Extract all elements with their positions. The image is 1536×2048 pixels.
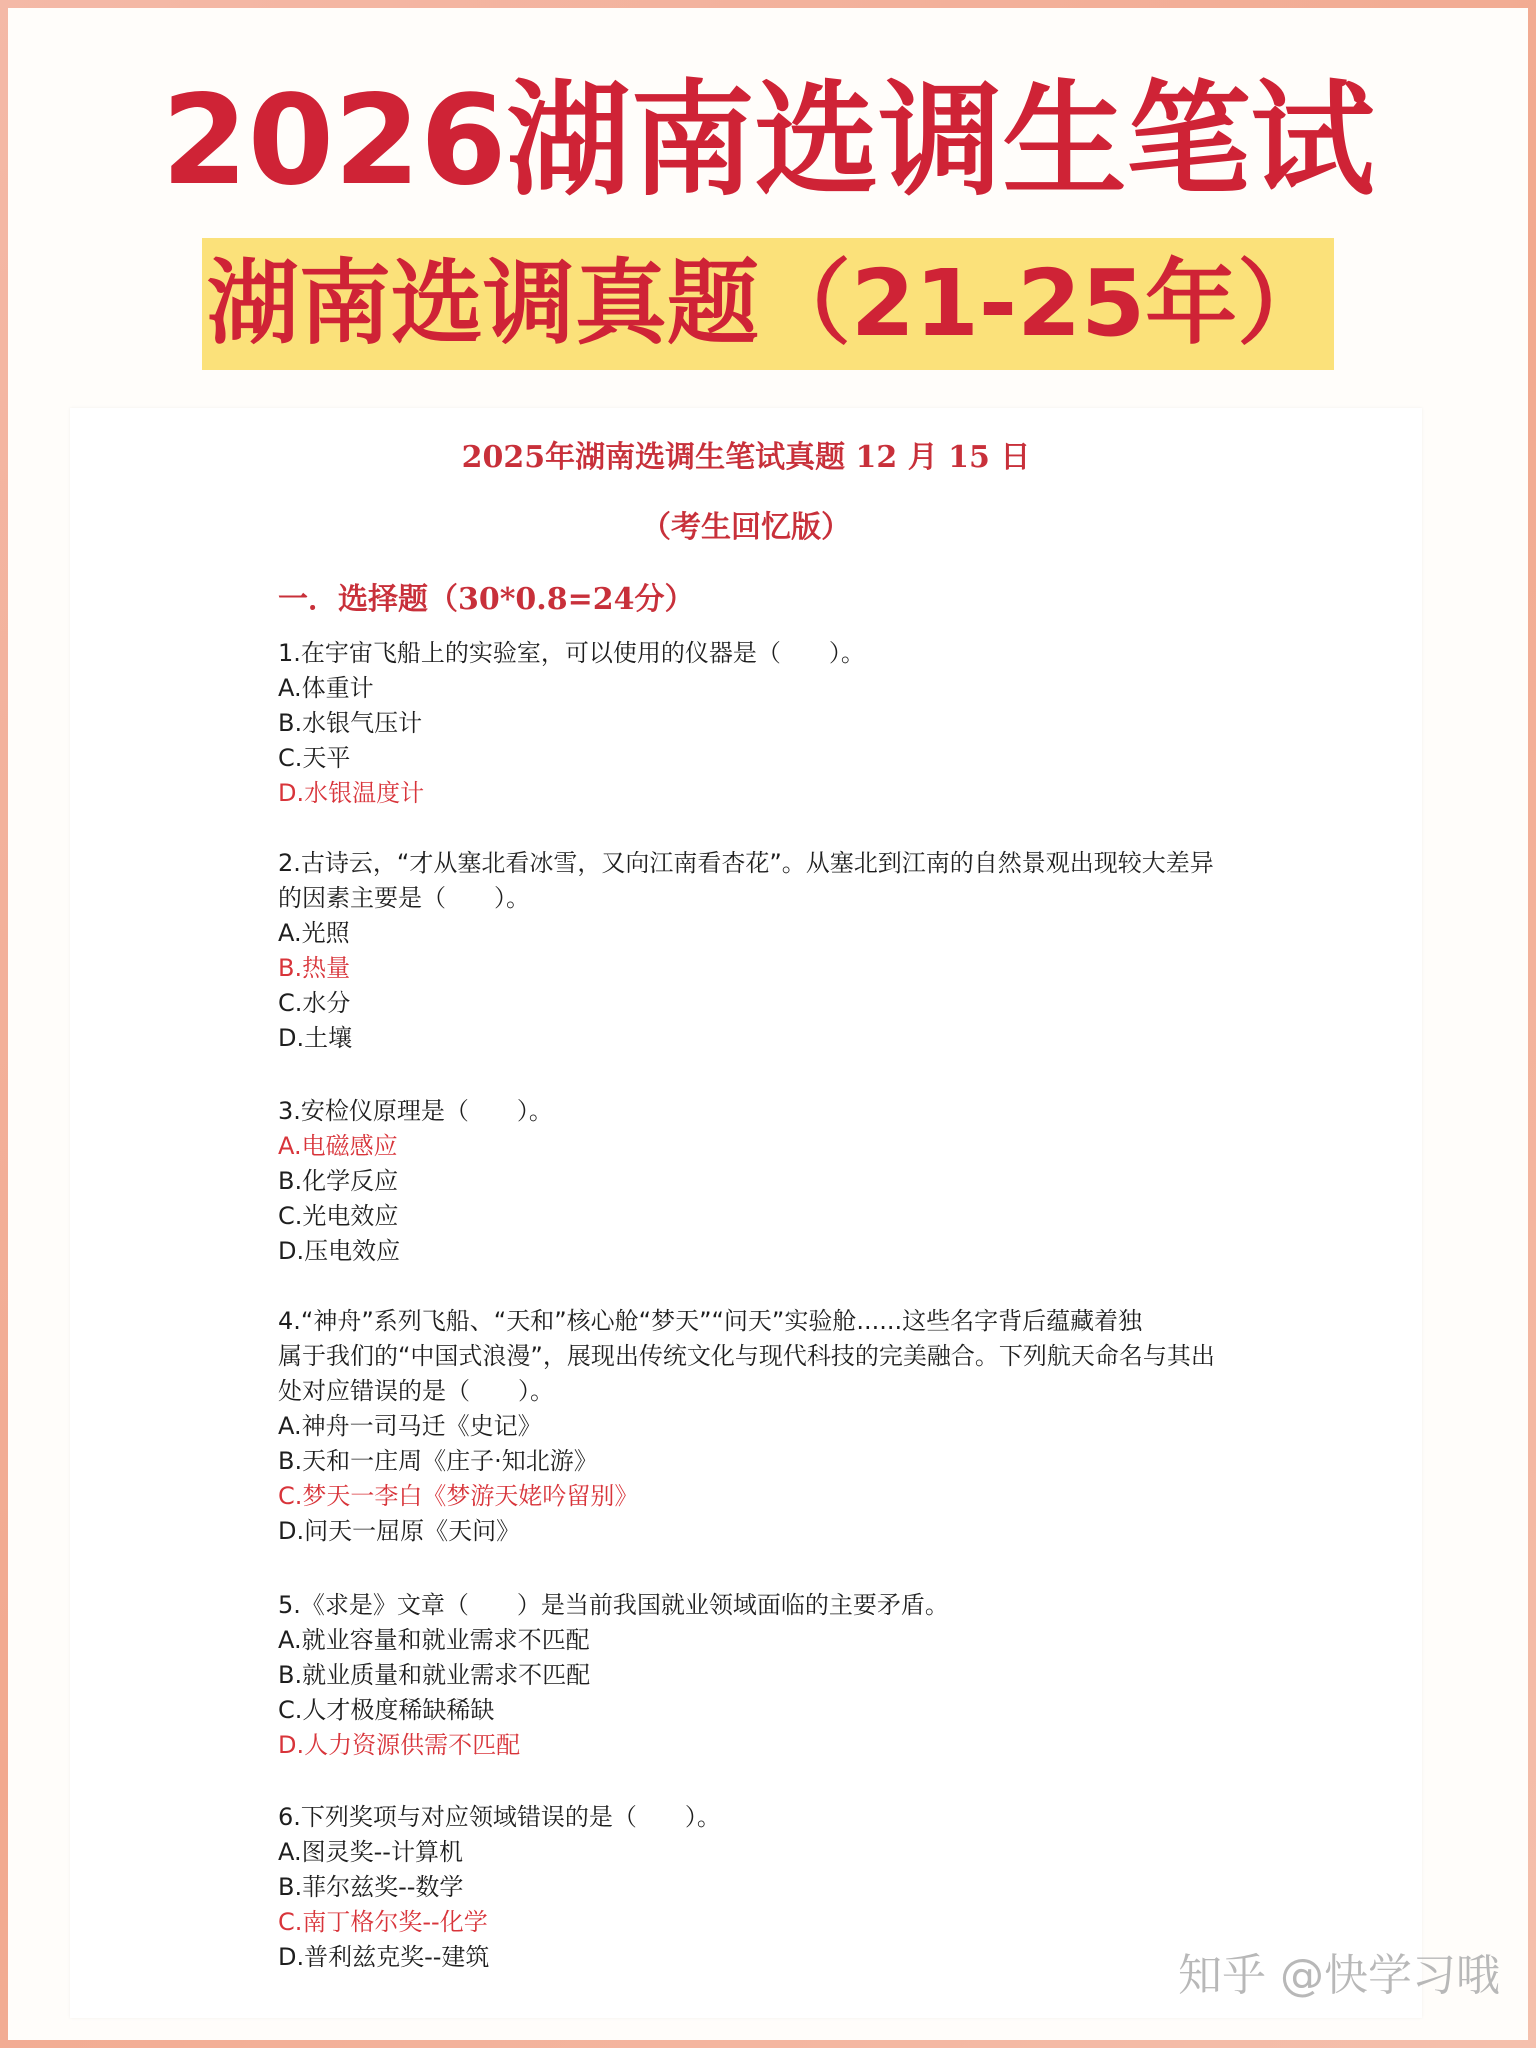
poster-frame bbox=[8, 8, 1528, 2040]
option-b: B.天和一庄周《庄子·知北游》 bbox=[278, 1447, 598, 1475]
option-a: A.图灵奖--计算机 bbox=[278, 1838, 463, 1866]
question-5 bbox=[278, 1588, 1278, 1763]
option-a: A.就业容量和就业需求不匹配 bbox=[278, 1626, 590, 1654]
question-stem: 3.安检仪原理是（ ）。 bbox=[278, 1097, 553, 1125]
option-b: B.化学反应 bbox=[278, 1167, 399, 1195]
option-c: C.天平 bbox=[278, 744, 351, 772]
exam-title: 2025年湖南选调生笔试真题 12 月 15 日 bbox=[461, 440, 1031, 475]
exam-subtitle: （考生回忆版） bbox=[641, 510, 851, 545]
option-d-answer: D.人力资源供需不匹配 bbox=[278, 1731, 521, 1759]
option-a: A.光照 bbox=[278, 919, 350, 947]
poster-title: 2026湖南选调生笔试 bbox=[161, 69, 1375, 213]
option-a: A.体重计 bbox=[278, 674, 374, 702]
option-c: C.人才极度稀缺稀缺 bbox=[278, 1696, 495, 1724]
question-stem: 1.在宇宙飞船上的实验室，可以使用的仪器是（ ）。 bbox=[278, 639, 865, 667]
question-stem: 的因素主要是（ ）。 bbox=[278, 884, 530, 912]
question-stem: 6.下列奖项与对应领域错误的是（ ）。 bbox=[278, 1803, 721, 1831]
question-1 bbox=[278, 636, 1278, 811]
poster-subtitle: 湖南选调真题（21-25年） bbox=[206, 250, 1330, 357]
question-6 bbox=[278, 1800, 1278, 1975]
question-stem: 2.古诗云，“才从塞北看冰雪，又向江南看杏花”。从塞北到江南的自然景观出现较大差异 bbox=[278, 849, 1214, 877]
option-b: B.水银气压计 bbox=[278, 709, 423, 737]
option-c-answer: C.南丁格尔奖--化学 bbox=[278, 1908, 488, 1936]
option-c: C.光电效应 bbox=[278, 1202, 399, 1230]
exam-paper bbox=[70, 408, 1422, 2018]
option-c: C.水分 bbox=[278, 989, 351, 1017]
question-stem: 4.“神舟”系列飞船、“天和”核心舱“梦天”“问天”实验舱......这些名字背后蕴藏着独 bbox=[278, 1307, 1143, 1335]
option-d: D.土壤 bbox=[278, 1024, 353, 1052]
option-d: D.问天一屈原《天问》 bbox=[278, 1517, 521, 1545]
option-d: D.普利兹克奖--建筑 bbox=[278, 1943, 490, 1971]
question-4 bbox=[278, 1304, 1278, 1549]
option-c-answer: C.梦天一李白《梦游天姥吟留别》 bbox=[278, 1482, 639, 1510]
option-d: D.压电效应 bbox=[278, 1237, 401, 1265]
question-stem: 属于我们的“中国式浪漫”，展现出传统文化与现代科技的完美融合。下列航天命名与其出 bbox=[278, 1342, 1215, 1370]
option-b-answer: B.热量 bbox=[278, 954, 351, 982]
section-title: 一．选择题（30*0.8=24分） bbox=[278, 582, 695, 617]
question-stem: 处对应错误的是（ ）。 bbox=[278, 1377, 554, 1405]
option-a-answer: A.电磁感应 bbox=[278, 1132, 398, 1160]
question-stem: 5.《求是》文章（ ）是当前我国就业领域面临的主要矛盾。 bbox=[278, 1591, 949, 1619]
option-b: B.菲尔兹奖--数学 bbox=[278, 1873, 464, 1901]
question-3 bbox=[278, 1094, 1278, 1269]
option-b: B.就业质量和就业需求不匹配 bbox=[278, 1661, 591, 1689]
option-d-answer: D.水银温度计 bbox=[278, 779, 425, 807]
option-a: A.神舟一司马迁《史记》 bbox=[278, 1412, 542, 1440]
watermark: 知乎 @快学习哦 bbox=[1178, 1950, 1500, 2001]
question-2 bbox=[278, 846, 1278, 1056]
